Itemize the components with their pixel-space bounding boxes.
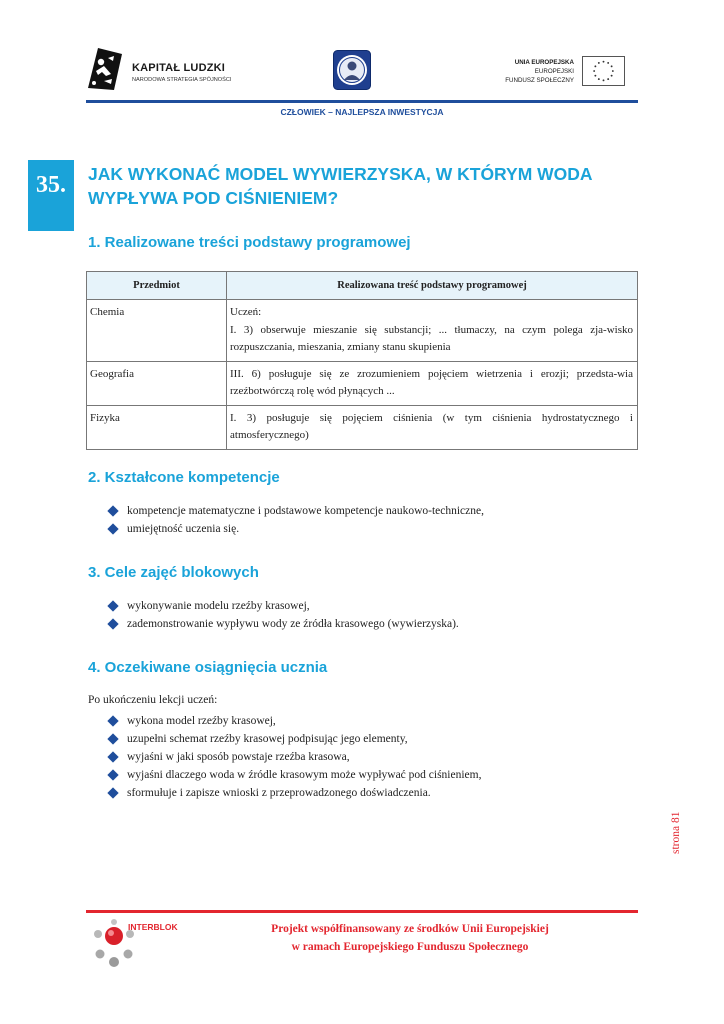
list-item-text: uzupełni schemat rzeźby krasowej podpisując jego elementy, [127, 733, 408, 745]
table-cell-line: I. 3) obserwuje mieszanie się substancji; ... tłumaczy, na czym polega zja-wisko rozpuszczania, mieszania, zmiany stanu skupienia [230, 323, 633, 353]
list-item [108, 784, 481, 802]
bullet-diamond-icon [107, 787, 118, 798]
competencies-list [108, 502, 484, 538]
table-row [87, 405, 638, 449]
eu-caption-line2: EUROPEJSKI [534, 68, 574, 75]
list-item [108, 748, 481, 766]
curriculum-table [86, 271, 638, 450]
eu-caption [505, 58, 574, 85]
kapital-ludzki-subtitle: NARODOWA STRATEGIA SPÓJNOŚCI [132, 77, 232, 83]
list-item-text: kompetencje matematyczne i podstawowe kompetencje naukowo-techniczne, [127, 505, 484, 517]
outcomes-intro: Po ukończeniu lekcji uczeń: [88, 694, 218, 706]
table-cell-line: Uczeń: [230, 306, 262, 318]
section-2-heading: 2. Kształcone kompetencje [88, 469, 280, 486]
table-cell-line: III. 6) posługuje się ze zrozumieniem pojęciem wietrzenia i erozji; przedsta-wia rzeźbotwórczą rolę wód płynących ... [230, 367, 633, 397]
list-item-text: wykonywanie modelu rzeźby krasowej, [127, 600, 310, 612]
footer-rule [86, 910, 638, 913]
table-header-content: Realizowana treść podstawy programowej [227, 272, 638, 300]
header-motto: CZŁOWIEK – NAJLEPSZA INWESTYCJA [280, 107, 444, 117]
bullet-diamond-icon [107, 733, 118, 744]
bullet-diamond-icon [107, 600, 118, 611]
interblok-logo [92, 918, 182, 970]
table-header-row [87, 272, 638, 300]
table-cell-subject: Fizyka [87, 405, 227, 449]
page-title: JAK WYKONAĆ MODEL WYWIERZYSKA, W KTÓRYM WODA WYPŁYWA POD CIŚNIENIEM? [88, 164, 592, 208]
eu-flag-icon [582, 56, 625, 86]
table-row [87, 300, 638, 362]
footer-line-1: Projekt współfinansowany ze środków Unii Europejskiej [271, 923, 549, 935]
table-cell-line: I. 3) posługuje się pojęciem ciśnienia (w tym ciśnienia hydrostatycznego i atmosferycznego) [230, 411, 633, 441]
list-item-text: umiejętność uczenia się. [127, 523, 240, 535]
bullet-diamond-icon [107, 769, 118, 780]
table-cell-subject: Geografia [87, 361, 227, 405]
list-item [108, 502, 484, 520]
list-item-text: wykona model rzeźby krasowej, [127, 715, 276, 727]
bullet-diamond-icon [107, 523, 118, 534]
eu-caption-line1: UNIA EUROPEJSKA [514, 59, 574, 66]
list-item [108, 766, 481, 784]
header-rule [86, 100, 638, 103]
table-cell-subject: Chemia [87, 300, 227, 362]
table-cell-content [227, 405, 638, 449]
footer-funding-note [200, 920, 620, 956]
footer-line-2: w ramach Europejskiego Funduszu Społecznego [291, 941, 529, 953]
list-item-text: sformułuje i zapisze wnioski z przeprowadzonego doświadczenia. [127, 787, 431, 799]
list-item-text: zademonstrowanie wypływu wody ze źródła krasowego (wywierzyska). [127, 618, 459, 630]
lesson-number: 35. [36, 172, 66, 198]
lesson-number-box [28, 160, 74, 231]
list-item [108, 730, 481, 748]
list-item-text: wyjaśni w jaki sposób powstaje rzeźba krasowa, [127, 751, 350, 763]
list-item [108, 597, 459, 615]
interblok-label: INTERBLOK [128, 922, 178, 932]
portrait-emblem-icon [333, 50, 371, 90]
list-item-text: wyjaśni dlaczego woda w źródle krasowym może wypływać pod ciśnieniem, [127, 769, 482, 781]
section-4-heading: 4. Oczekiwane osiągnięcia ucznia [88, 659, 328, 676]
section-3-heading: 3. Cele zajęć blokowych [88, 564, 259, 581]
table-cell-content [227, 300, 638, 362]
page-number: strona 81 [670, 811, 682, 854]
bullet-diamond-icon [107, 505, 118, 516]
list-item [108, 615, 459, 633]
table-row [87, 361, 638, 405]
list-item [108, 520, 484, 538]
bullet-diamond-icon [107, 618, 118, 629]
eu-caption-line3: FUNDUSZ SPOŁECZNY [505, 77, 574, 84]
kapital-ludzki-emblem-icon [84, 44, 126, 92]
outcomes-list [108, 712, 481, 802]
section-1-heading: 1. Realizowane treści podstawy programowej [88, 234, 411, 251]
goals-list [108, 597, 459, 633]
list-item [108, 712, 481, 730]
bullet-diamond-icon [107, 715, 118, 726]
table-header-subject: Przedmiot [87, 272, 227, 300]
table-cell-content [227, 361, 638, 405]
bullet-diamond-icon [107, 751, 118, 762]
kapital-ludzki-title: KAPITAŁ LUDZKI [132, 62, 226, 74]
kapital-ludzki-logo [84, 44, 244, 94]
